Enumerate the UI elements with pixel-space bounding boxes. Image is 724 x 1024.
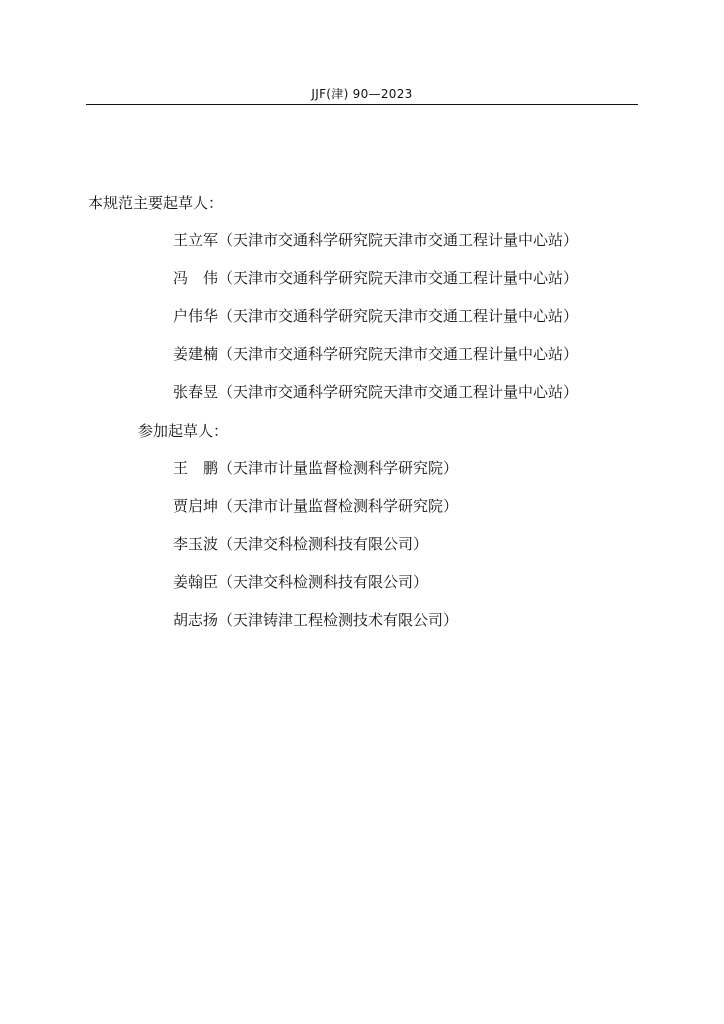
- drafter-entry: [173, 496, 458, 534]
- drafter-organization: （天津交科检测科技有限公司）: [218, 535, 429, 553]
- standard-code: JJF(津) 90—2023: [311, 87, 413, 101]
- participating-drafters-list: [173, 458, 458, 648]
- drafter-name: 张春昱: [173, 383, 219, 401]
- drafter-name: 胡志扬: [173, 611, 219, 629]
- drafter-organization: （天津市计量监督检测科学研究院）: [218, 497, 459, 515]
- drafter-entry: [173, 458, 458, 496]
- drafter-name: 王立军: [173, 231, 219, 249]
- header-rule: [86, 104, 638, 105]
- drafter-entry: [173, 306, 578, 344]
- drafter-organization: （天津市交通科学研究院天津市交通工程计量中心站）: [218, 383, 579, 401]
- drafter-entry: [173, 534, 458, 572]
- drafter-name: 冯 伟: [173, 269, 219, 287]
- drafter-entry: [173, 268, 578, 306]
- drafter-organization: （天津市交通科学研究院天津市交通工程计量中心站）: [218, 231, 579, 249]
- drafter-name: 贾启坤: [173, 497, 219, 515]
- main-drafters-heading: 本规范主要起草人：: [88, 194, 224, 212]
- drafter-organization: （天津市计量监督检测科学研究院）: [218, 459, 459, 477]
- drafter-entry: [173, 610, 458, 648]
- drafter-name: 李玉波: [173, 535, 219, 553]
- drafter-organization: （天津市交通科学研究院天津市交通工程计量中心站）: [218, 345, 579, 363]
- drafter-name: 姜建楠: [173, 345, 219, 363]
- drafter-name: 户伟华: [173, 307, 219, 325]
- drafter-entry: [173, 572, 458, 610]
- drafter-entry: [173, 382, 578, 420]
- drafter-name: 王 鹏: [173, 459, 219, 477]
- drafter-organization: （天津交科检测科技有限公司）: [218, 573, 429, 591]
- drafter-entry: [173, 344, 578, 382]
- participating-drafters-heading: 参加起草人：: [138, 422, 229, 440]
- drafter-name: 姜翰臣: [173, 573, 219, 591]
- drafter-organization: （天津铸津工程检测技术有限公司）: [218, 611, 459, 629]
- drafter-organization: （天津市交通科学研究院天津市交通工程计量中心站）: [218, 269, 579, 287]
- drafter-organization: （天津市交通科学研究院天津市交通工程计量中心站）: [218, 307, 579, 325]
- main-drafters-list: [173, 230, 578, 420]
- drafter-entry: [173, 230, 578, 268]
